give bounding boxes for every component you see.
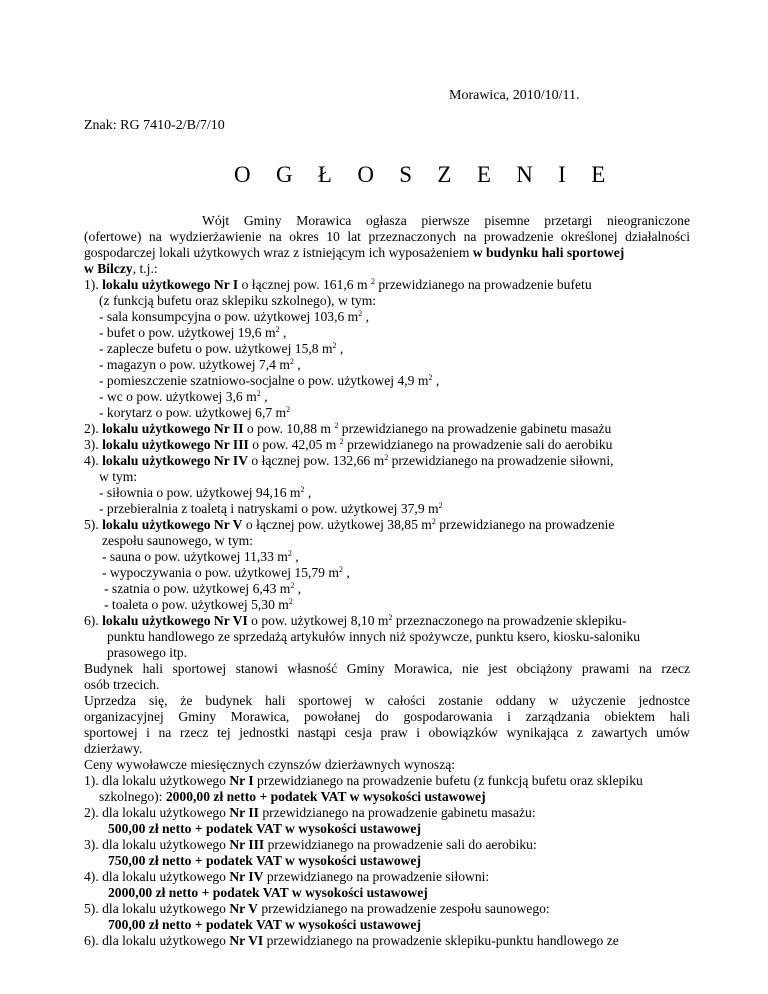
room-item: - siłownia o pow. użytkowej 94,16 $m^2$ , [99,485,312,500]
price-item-5: 5). dla lokalu użytkowego Nr V przewidzianego na prowadzenie zespołu saunowego: [84,901,550,916]
unit-2-header: 2). lokalu użytkowego Nr II o pow. 10,88 m $^2$ przewidzianego na prowadzenie gabinetu masażu [84,421,612,436]
price-amount: szkolnego): 2000,00 zł netto + podatek VAT w wysokości ustawowej [99,789,486,804]
room-item: - magazyn o pow. użytkowej 7,4 $m^2$ , [99,357,301,372]
intro-line: gospodarczej lokali użytkowych wraz z istniejącym ich wyposażeniem w budynku hali sportowej [84,245,625,260]
notice-line: sportowej i na rzecz tej jednostki nastąpi cesja praw i obowiązków wynikająca z zawartych umów [84,725,690,740]
room-item: - korytarz o pow. użytkowej 6,7 $m^2$ [99,405,291,420]
unit-1-header: 1). lokalu użytkowego Nr I o łącznej pow. 161,6 m $^2$ przewidzianego na prowadzenie bufetu [84,277,592,292]
document-date: Morawica, 2010/10/11. [449,88,580,103]
unit-5-header: 5). lokalu użytkowego Nr V o łącznej pow. użytkowej 38,85 $m^2$ przewidzianego na prowadzenie [84,517,615,532]
unit-4-header: 4). lokalu użytkowego Nr IV o łącznej pow. 132,66 $m^2$ przewidzianego na prowadzenie siłowni, [84,453,614,468]
notice-line: Uprzedza się, że budynek hali sportowej w całości zostanie oddany w użyczenie jednostce [84,693,690,708]
room-item: - przebieralnia z toaletą i natryskami o pow. użytkowej 37,9 $m^2$ [99,501,443,516]
unit-3-header: 3). lokalu użytkowego Nr III o pow. 42,05 m $^2$ przewidzianego na prowadzenie sali do aerobiku [84,437,613,452]
price-amount: 500,00 zł netto + podatek VAT w wysokości ustawowej [108,821,421,836]
room-item: - wypoczywania o pow. użytkowej 15,79 $m^2$ , [102,565,350,580]
unit-4-continuation: w tym: [99,469,138,484]
price-amount: 700,00 zł netto + podatek VAT w wysokości ustawowej [108,917,421,932]
document-body [84,213,690,949]
notice-line: dzierżawy. [84,741,143,756]
intro-line: Wójt Gminy Morawica ogłasza pierwsze pisemne przetargi nieograniczone [202,213,690,228]
document-title: O G Ł O S Z E N I E [234,162,616,187]
price-item-1: 1). dla lokalu użytkowego Nr I przewidzianego na prowadzenie bufetu (z funkcją bufetu oraz sklepiku [84,773,643,788]
price-item-3: 3). dla lokalu użytkowego Nr III przewidzianego na prowadzenie sali do aerobiku: [84,837,537,852]
room-item: - wc o pow. użytkowej 3,6 $m^2$ , [99,389,268,404]
room-item: - pomieszczenie szatniowo-socjalne o pow. użytkowej 4,9 $m^2$ , [99,373,440,388]
notice-line: organizacyjnej Gminy Morawica, powołanej do gospodarowania i zarządzania obiektem hali [84,709,690,724]
prices-heading: Ceny wywoławcze miesięcznych czynszów dzierżawnych wynoszą: [84,757,456,772]
unit-5-continuation: zespołu saunowego, w tym: [102,533,254,548]
room-item: - toaleta o pow. użytkowej 5,30 $m^2$ [104,597,293,612]
room-item: - sauna o pow. użytkowej 11,33 $m^2$ , [102,549,299,564]
reference-number: Znak: RG 7410-2/B/7/10 [84,118,225,133]
room-item: - szatnia o pow. użytkowej 6,43 $m^2$ , [104,581,302,596]
unit-1-continuation: (z funkcją bufetu oraz sklepiku szkolnego), w tym: [99,293,377,308]
ownership-line: Budynek hali sportowej stanowi własność Gminy Morawica, nie jest obciążony prawami na rzecz [84,661,690,676]
intro-line: w Bilczy, t.j.: [84,261,158,276]
room-item: - sala konsumpcyjna o pow. użytkowej 103,6 $m^2$ , [99,309,370,324]
unit-6-continuation: punktu handlowego ze sprzedażą artykułów innych niż spożywcze, punktu ksero, kiosku-saloniku [107,629,641,644]
price-amount: 750,00 zł netto + podatek VAT w wysokości ustawowej [108,853,421,868]
ownership-line: osób trzecich. [84,677,160,692]
intro-line: (ofertowe) na wydzierżawienie na okres 10 lat przeznaczonych na prowadzenie określonej działalności [84,229,690,244]
unit-6-header: 6). lokalu użytkowego Nr VI o pow. użytkowej 8,10 $m^2$ przeznaczonego na prowadzenie sklepiku- [84,613,627,628]
price-item-2: 2). dla lokalu użytkowego Nr II przewidzianego na prowadzenie gabinetu masażu: [84,805,536,820]
price-item-6: 6). dla lokalu użytkowego Nr VI przewidzianego na prowadzenie sklepiku-punktu handlowego ze [84,933,619,948]
price-amount: 2000,00 zł netto + podatek VAT w wysokości ustawowej [108,885,428,900]
room-item: - bufet o pow. użytkowej 19,6 $m^2$ , [99,325,287,340]
room-item: - zaplecze bufetu o pow. użytkowej 15,8 $m^2$ , [99,341,344,356]
price-item-4: 4). dla lokalu użytkowego Nr IV przewidzianego na prowadzenie siłowni: [84,869,490,884]
unit-6-continuation: prasowego itp. [107,645,188,660]
